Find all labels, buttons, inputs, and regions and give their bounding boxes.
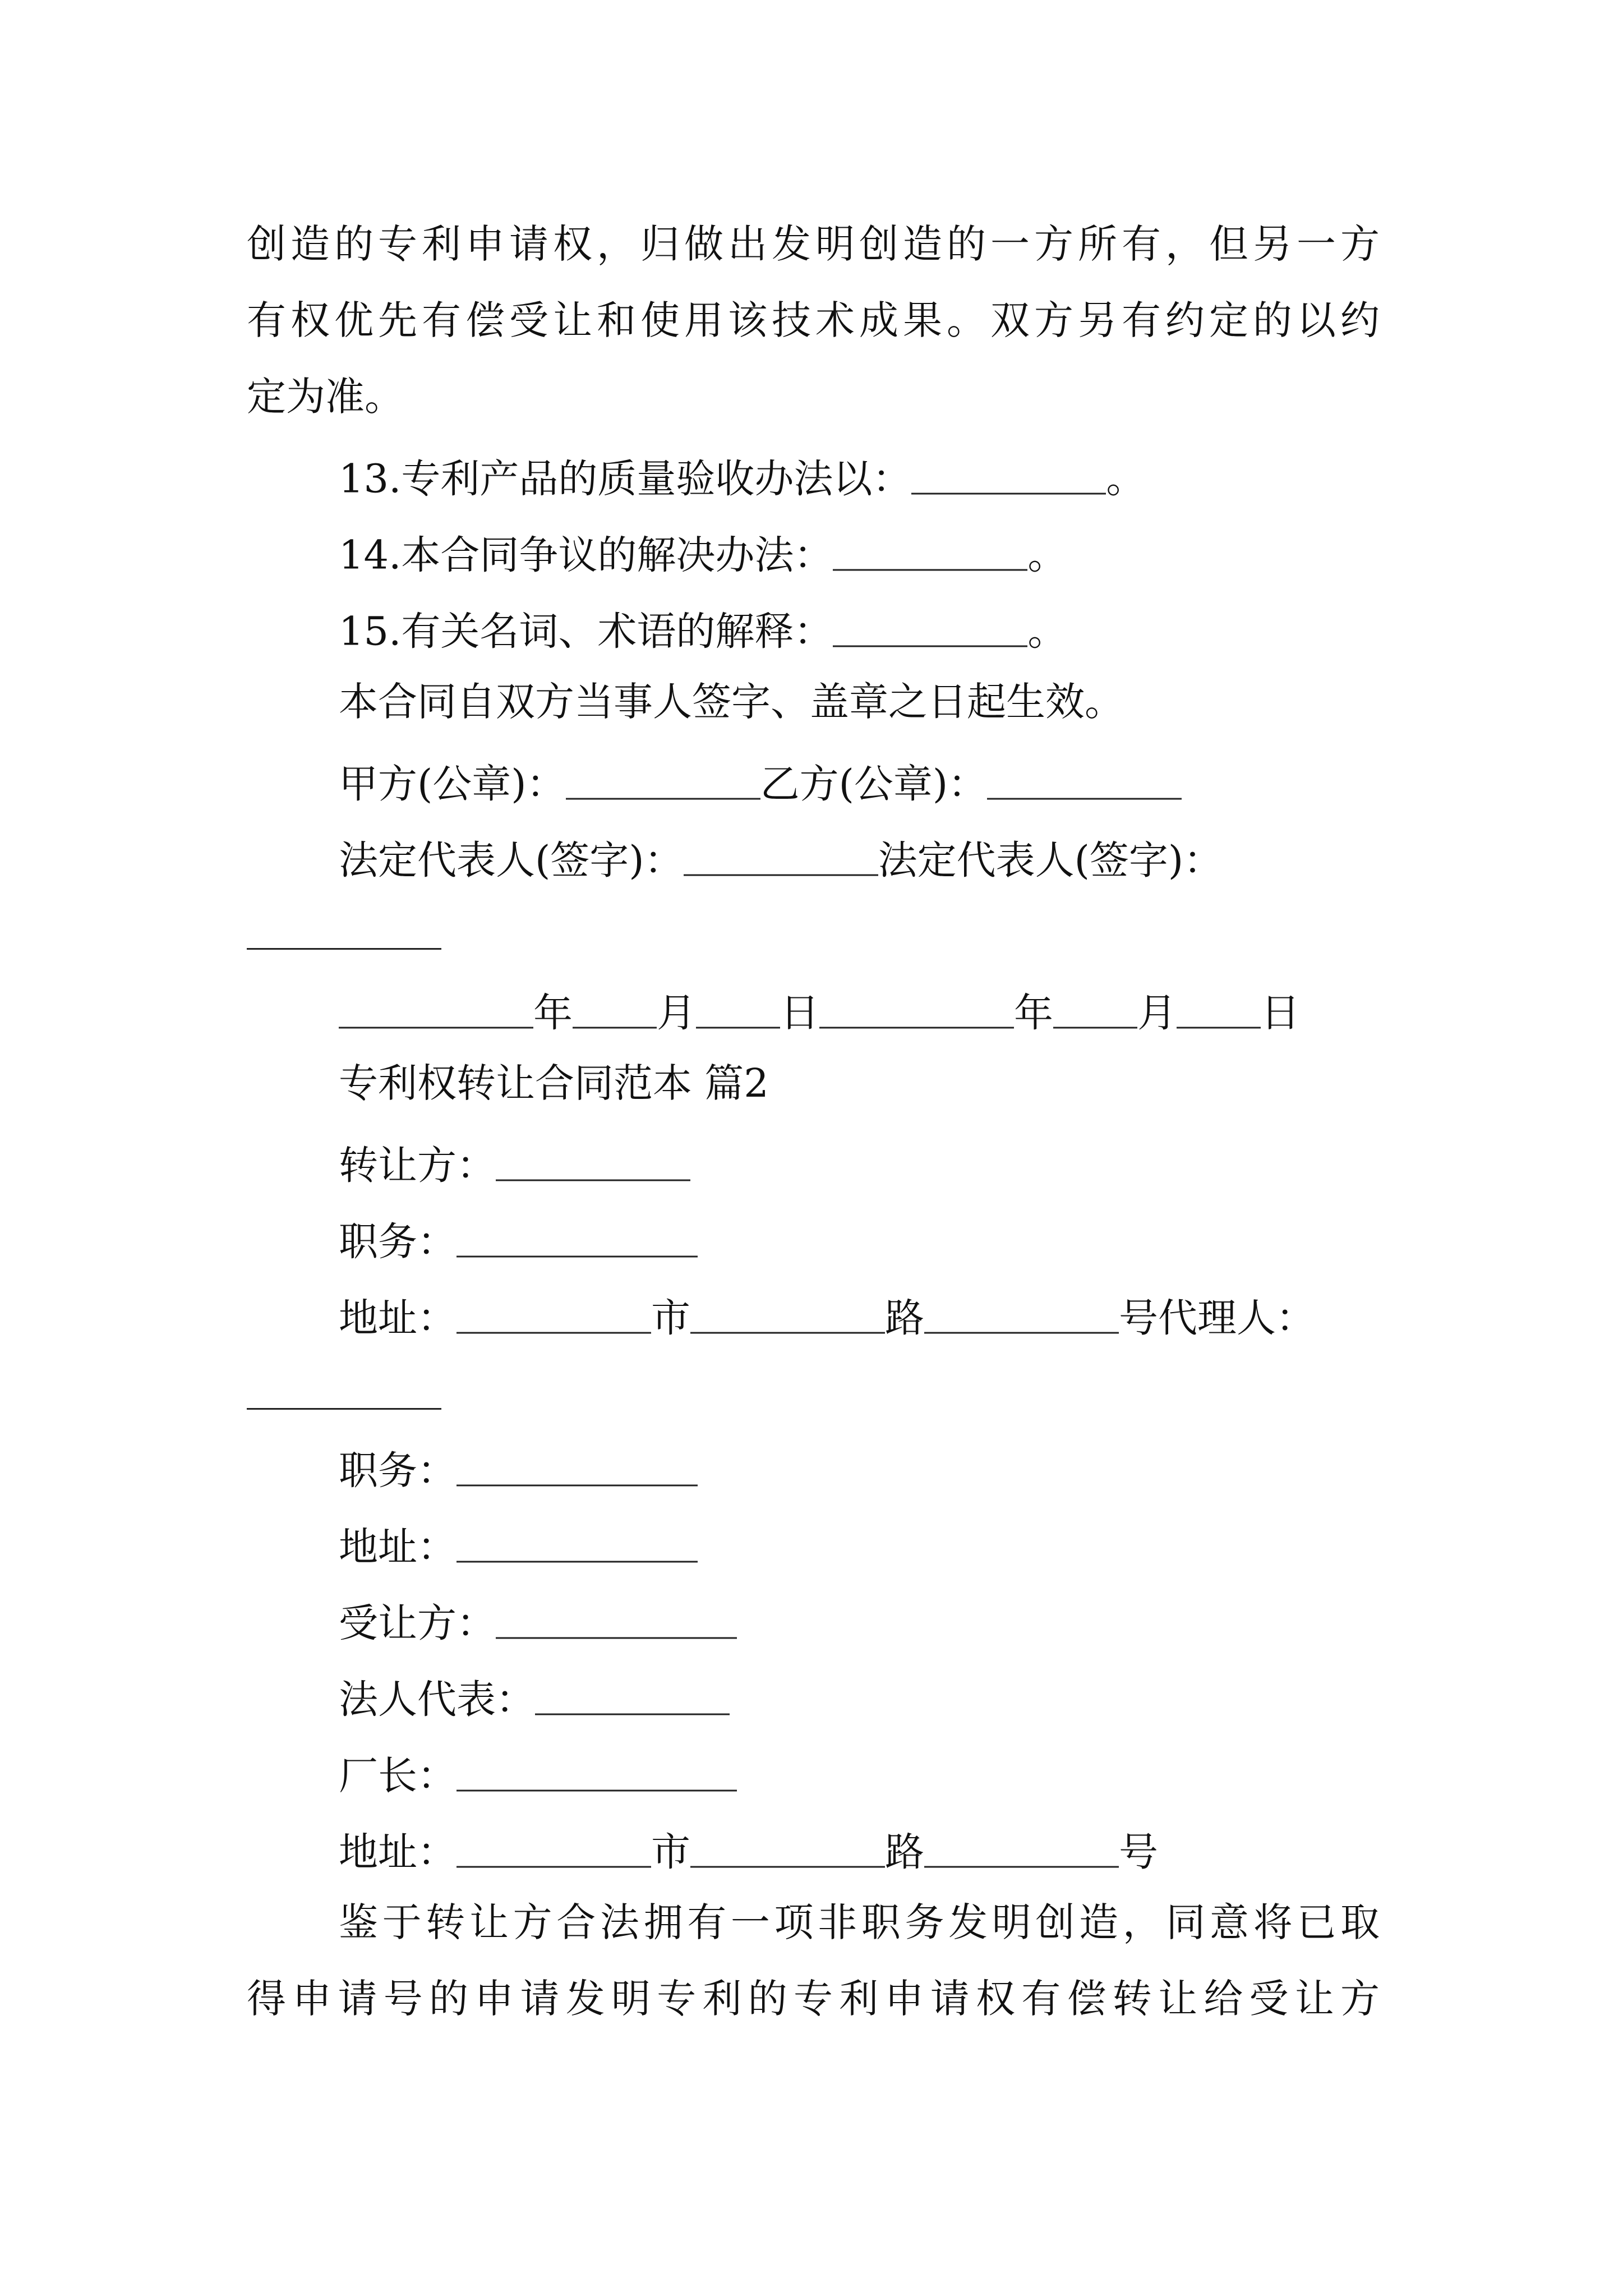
blank-field bbox=[924, 1295, 1119, 1334]
transferee-line bbox=[339, 1598, 737, 1646]
position-line bbox=[339, 1445, 698, 1494]
party-b-seal-label: 乙方(公章)： bbox=[760, 761, 988, 807]
address-line bbox=[339, 1826, 1158, 1875]
day-label: 日 bbox=[1261, 990, 1300, 1036]
blank-field bbox=[457, 1447, 698, 1487]
section-title: 专利权转让合同范本 篇2 bbox=[339, 1060, 769, 1106]
clause-15-end: 。 bbox=[1027, 608, 1067, 655]
transferee-label: 受让方： bbox=[339, 1600, 496, 1646]
effective-clause: 本合同自双方当事人签字、盖章之日起生效。 bbox=[339, 679, 1124, 725]
blank-field bbox=[457, 1524, 698, 1563]
road-label: 路 bbox=[885, 1295, 924, 1341]
paragraph-line: 创造的专利申请权，归做出发明创造的一方所有，但另一方 bbox=[247, 221, 1380, 267]
city-label: 市 bbox=[651, 1295, 690, 1341]
blank-field bbox=[911, 455, 1106, 495]
paragraph-line: 定为准。 bbox=[247, 374, 404, 420]
position-label: 职务： bbox=[339, 1218, 457, 1265]
address-label: 地址： bbox=[339, 1524, 457, 1570]
transferor-label: 转让方： bbox=[339, 1142, 496, 1189]
blank-field bbox=[496, 1142, 690, 1181]
year-label: 年 bbox=[1014, 990, 1053, 1036]
clause-13 bbox=[339, 453, 1146, 502]
clause-14-end: 。 bbox=[1027, 532, 1067, 578]
address-line bbox=[339, 1292, 1315, 1341]
blank-field bbox=[496, 1600, 737, 1639]
party-seal-line bbox=[339, 758, 1182, 807]
blank-field bbox=[833, 532, 1027, 571]
blank-field bbox=[1053, 990, 1137, 1029]
blank-field bbox=[457, 1752, 737, 1792]
blank-field bbox=[684, 837, 878, 876]
blank-field bbox=[833, 608, 1027, 647]
address-label: 地址： bbox=[339, 1295, 457, 1341]
clause-15 bbox=[339, 606, 1067, 655]
blank-field bbox=[690, 1295, 885, 1334]
blank-field bbox=[987, 761, 1182, 800]
blank-field bbox=[696, 990, 780, 1029]
rep-sign-a-label: 法定代表人(签字)： bbox=[339, 837, 684, 884]
blank-field bbox=[924, 1829, 1119, 1868]
month-label: 月 bbox=[1137, 990, 1177, 1036]
position-line bbox=[339, 1216, 698, 1265]
position-label: 职务： bbox=[339, 1447, 457, 1494]
factory-director-label: 厂长： bbox=[339, 1752, 457, 1799]
road-label: 路 bbox=[885, 1829, 924, 1875]
blank-field bbox=[690, 1829, 885, 1868]
factory-director-line bbox=[339, 1750, 737, 1799]
blank-field bbox=[535, 1676, 730, 1715]
blank-field bbox=[247, 948, 441, 950]
paragraph-line: 得申请号的申请发明专利的专利申请权有偿转让给受让方 bbox=[247, 1976, 1380, 2022]
city-label: 市 bbox=[651, 1829, 690, 1875]
number-label: 号 bbox=[1119, 1829, 1158, 1875]
party-a-seal-label: 甲方(公章)： bbox=[339, 761, 566, 807]
clause-14-text: 14.本合同争议的解决办法： bbox=[339, 532, 833, 578]
blank-field bbox=[339, 990, 533, 1029]
address-line bbox=[339, 1521, 698, 1570]
blank-field bbox=[457, 1829, 651, 1868]
number-agent-label: 号代理人： bbox=[1119, 1295, 1315, 1341]
day-label: 日 bbox=[780, 990, 819, 1036]
blank-field bbox=[1177, 990, 1261, 1029]
blank-field bbox=[819, 990, 1014, 1029]
blank-field bbox=[247, 1408, 441, 1410]
paragraph-line: 鉴于转让方合法拥有一项非职务发明创造，同意将已取 bbox=[339, 1899, 1380, 1945]
rep-sign-line bbox=[339, 835, 1223, 884]
clause-14 bbox=[339, 530, 1067, 578]
date-line bbox=[339, 987, 1300, 1036]
transferor-line bbox=[339, 1140, 690, 1189]
rep-sign-b-label: 法定代表人(签字)： bbox=[878, 837, 1223, 884]
blank-field bbox=[457, 1218, 698, 1258]
blank-field bbox=[566, 761, 760, 800]
blank-field bbox=[457, 1295, 651, 1334]
blank-field bbox=[573, 990, 657, 1029]
paragraph-line: 有权优先有偿受让和使用该技术成果。双方另有约定的以约 bbox=[247, 297, 1380, 343]
year-label: 年 bbox=[533, 990, 573, 1036]
legal-rep-label: 法人代表： bbox=[339, 1676, 535, 1723]
address-label: 地址： bbox=[339, 1829, 457, 1875]
clause-15-text: 15.有关名词、术语的解释： bbox=[339, 608, 833, 655]
legal-rep-line bbox=[339, 1674, 730, 1723]
clause-13-text: 13.专利产品的质量验收办法以： bbox=[339, 455, 912, 502]
month-label: 月 bbox=[657, 990, 696, 1036]
clause-13-end: 。 bbox=[1106, 455, 1146, 502]
